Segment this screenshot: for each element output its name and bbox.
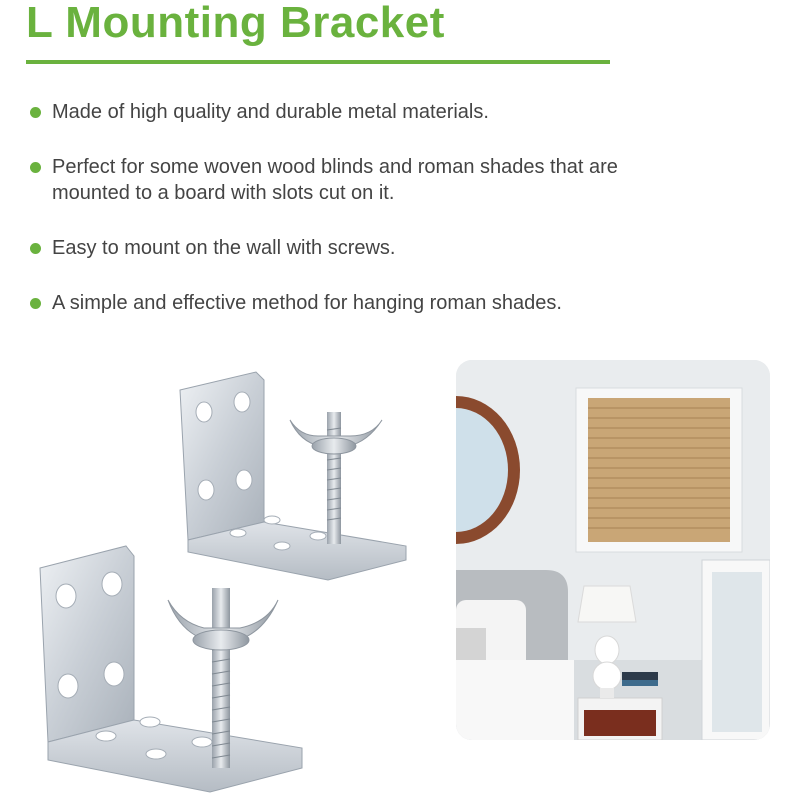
room-image [456, 360, 770, 740]
bullet-dot-icon [30, 243, 41, 254]
page-title: L Mounting Bracket [26, 0, 445, 47]
bracket-back [180, 372, 406, 580]
feature-text: A simple and effective method for hanging roman shades. [52, 292, 562, 314]
feature-item [52, 154, 692, 206]
floor-mirror [702, 560, 770, 740]
bullet-dot-icon [30, 162, 41, 173]
title-underline [26, 60, 610, 64]
feature-text: Made of high quality and durable metal materials. [52, 101, 489, 123]
bed [456, 570, 574, 740]
product-image [20, 350, 420, 800]
window-with-bamboo-shade [576, 388, 742, 552]
bullet-dot-icon [30, 107, 41, 118]
feature-text: Perfect for some woven wood blinds and roman shades that are mounted to a board with slots cut on it. [52, 156, 618, 204]
feature-text: Easy to mount on the wall with screws. [52, 237, 396, 259]
feature-item [52, 290, 692, 316]
bullet-dot-icon [30, 298, 41, 309]
room-scene [456, 360, 770, 740]
feature-item [52, 99, 692, 125]
bracket-front [40, 546, 302, 792]
feature-item [52, 235, 692, 261]
